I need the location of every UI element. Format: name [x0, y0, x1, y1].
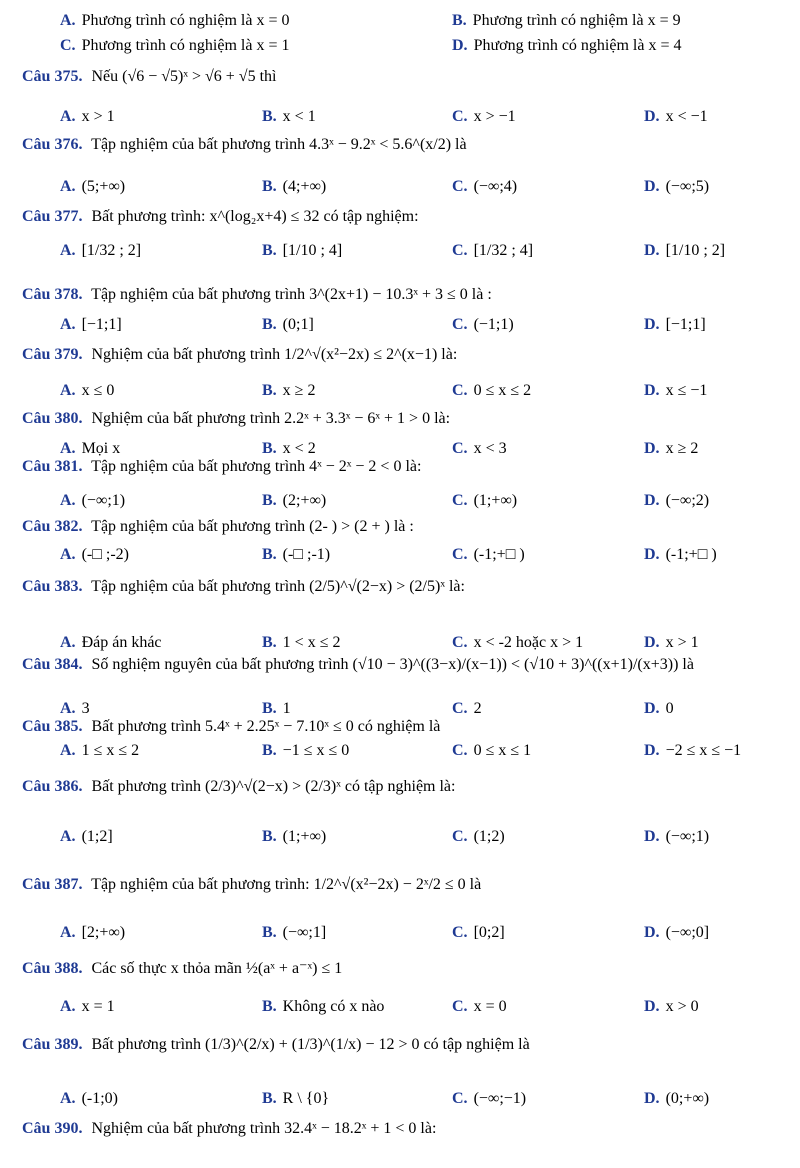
option-a — [60, 316, 122, 334]
option-letter: C. — [452, 1090, 468, 1107]
option-text: [1/10 ; 2] — [665, 242, 726, 259]
option-text: (−∞;1) — [81, 492, 126, 509]
option-letter: C. — [452, 742, 468, 759]
option-b — [262, 382, 315, 400]
question-stem — [22, 656, 800, 674]
question-label: Câu 384. — [22, 656, 83, 673]
question-text: Bất phương trình: x^(log₂x+4) ≤ 32 có tập nghiệm: — [87, 208, 419, 225]
question-stem — [22, 68, 800, 86]
option-text: (0;+∞) — [665, 1090, 710, 1107]
option-a — [60, 242, 141, 260]
option-letter: A. — [60, 998, 76, 1015]
option-c — [452, 242, 533, 260]
option-letter: D. — [644, 700, 660, 717]
option-a — [60, 108, 115, 126]
option-letter: B. — [262, 382, 277, 399]
option-letter: D. — [644, 634, 660, 651]
question-stem — [22, 778, 800, 796]
question-stem — [22, 410, 800, 428]
option-a — [60, 700, 90, 718]
option-letter: D. — [644, 382, 660, 399]
option-c — [452, 178, 517, 196]
option-letter: C. — [452, 382, 468, 399]
option-text: (1;2] — [81, 828, 113, 845]
option-text: x > 0 — [665, 998, 699, 1015]
option-letter: B. — [262, 1090, 277, 1107]
option-text: (1;+∞) — [473, 492, 518, 509]
option-b — [262, 316, 314, 334]
option-letter: C. — [452, 546, 468, 563]
question-label: Câu 378. — [22, 286, 83, 303]
option-c — [452, 546, 525, 564]
option-c — [452, 382, 531, 400]
option-b — [262, 742, 349, 760]
option-letter: D. — [644, 492, 660, 509]
option-text: (−∞;1] — [282, 924, 327, 941]
option-letter: A. — [60, 492, 76, 509]
option-text: x ≥ 2 — [282, 382, 316, 399]
option-a — [60, 440, 120, 458]
option-letter: A. — [60, 1090, 76, 1107]
option-text: −2 ≤ x ≤ −1 — [665, 742, 742, 759]
option-letter: D. — [644, 108, 660, 125]
option-text: Không có x nào — [282, 998, 385, 1015]
question-label: Câu 380. — [22, 410, 83, 427]
option-text: (−∞;−1) — [473, 1090, 527, 1107]
option-d — [644, 1090, 709, 1108]
question-text: Tập nghiệm của bất phương trình 4.3ˣ − 9.2ˣ < 5.6^(x/2) là — [87, 136, 467, 153]
option-text: Đáp án khác — [81, 634, 162, 651]
option-a — [60, 492, 125, 510]
option-letter: C. — [452, 492, 468, 509]
option-c — [452, 742, 531, 760]
option-text: [1/32 ; 4] — [473, 242, 534, 259]
option-text: [2;+∞) — [81, 924, 126, 941]
question-stem — [22, 876, 800, 894]
option-d — [644, 242, 725, 260]
option-b — [262, 546, 330, 564]
option-a — [60, 1090, 118, 1108]
question-text: Tập nghiệm của bất phương trình: 1/2^√(x²−2x) − 2ˣ/2 ≤ 0 là — [87, 876, 482, 893]
option-text: x = 0 — [473, 998, 507, 1015]
option-text: (−1;1) — [473, 316, 514, 333]
question-label: Câu 390. — [22, 1120, 83, 1137]
option-letter: D. — [644, 924, 660, 941]
option-letter: B. — [262, 440, 277, 457]
question-label: Câu 375. — [22, 68, 83, 85]
option-letter: C. — [452, 700, 468, 717]
option-c — [452, 998, 507, 1016]
option-text: (2;+∞) — [282, 492, 327, 509]
option-letter: D. — [644, 316, 660, 333]
option-letter: D. — [644, 1090, 660, 1107]
option-letter: C. — [452, 440, 468, 457]
question-text: Nghiệm của bất phương trình 2.2ˣ + 3.3ˣ − 6ˣ + 1 > 0 là: — [87, 410, 451, 427]
option-letter: A. — [60, 108, 76, 125]
question-text: Bất phương trình 5.4ˣ + 2.25ˣ − 7.10ˣ ≤ 0 có nghiệm là — [87, 718, 441, 735]
option-letter: A. — [60, 546, 76, 563]
question-stem — [22, 286, 800, 304]
question-stem — [22, 1120, 800, 1138]
option-text: (1;2) — [473, 828, 505, 845]
option-letter: D. — [644, 828, 660, 845]
option-letter: A. — [60, 634, 76, 651]
question-label: Câu 389. — [22, 1036, 83, 1053]
question-stem — [22, 458, 800, 476]
option-b — [262, 1090, 329, 1108]
option-a — [60, 924, 125, 942]
question-text: Tập nghiệm của bất phương trình (2- ) > (2 + ) là : — [87, 518, 414, 535]
option-d — [644, 546, 717, 564]
question-text: Tập nghiệm của bất phương trình 4ˣ − 2ˣ − 2 < 0 là: — [87, 458, 422, 475]
option-d — [644, 108, 708, 126]
option-text: [1/32 ; 2] — [81, 242, 142, 259]
option-text: −1 ≤ x ≤ 0 — [282, 742, 350, 759]
option-d — [644, 998, 699, 1016]
option-text: x ≥ 2 — [665, 440, 699, 457]
option-letter: B. — [262, 178, 277, 195]
option-letter: D. — [644, 546, 660, 563]
option-letter: C. — [452, 316, 468, 333]
option-c — [452, 440, 507, 458]
option-letter: D. — [644, 440, 660, 457]
option-text: (-1;+□ ) — [665, 546, 717, 563]
option-letter: B. — [262, 828, 277, 845]
option-a: A. Phương trình có nghiệm là x = 0 — [60, 12, 290, 29]
option-letter: B. — [262, 316, 277, 333]
question-stem — [22, 578, 800, 596]
option-text: x > 1 — [81, 108, 115, 125]
option-d — [644, 634, 699, 652]
option-text: [0;2] — [473, 924, 505, 941]
option-b — [262, 998, 384, 1016]
question-label: Câu 376. — [22, 136, 83, 153]
option-letter: A. — [60, 316, 76, 333]
option-letter: A. — [60, 178, 76, 195]
option-letter: B. — [262, 742, 277, 759]
option-letter: C. — [452, 242, 468, 259]
option-text: [1/10 ; 4] — [282, 242, 343, 259]
option-text: (−∞;4) — [473, 178, 518, 195]
option-text: [−1;1] — [665, 316, 706, 333]
question-stem — [22, 136, 800, 154]
option-text: x < 3 — [473, 440, 507, 457]
option-d — [644, 178, 709, 196]
option-letter: C. — [452, 178, 468, 195]
option-d: D. Phương trình có nghiệm là x = 4 — [452, 37, 682, 54]
option-letter: A. — [60, 440, 76, 457]
option-letter: B. — [262, 242, 277, 259]
option-text: (0;1] — [282, 316, 314, 333]
option-c — [452, 634, 583, 652]
option-text: (-1;+□ ) — [473, 546, 525, 563]
option-text: (5;+∞) — [81, 178, 126, 195]
option-text: 1 < x ≤ 2 — [282, 634, 341, 651]
option-a — [60, 998, 115, 1016]
option-b — [262, 242, 342, 260]
question-label: Câu 383. — [22, 578, 83, 595]
option-b — [262, 700, 291, 718]
option-text: x < −1 — [665, 108, 708, 125]
option-text: x ≤ 0 — [81, 382, 115, 399]
option-letter: A. — [60, 828, 76, 845]
option-d — [644, 742, 741, 760]
option-a — [60, 178, 125, 196]
option-text: x < 2 — [282, 440, 316, 457]
question-stem — [22, 208, 800, 226]
option-letter: D. — [644, 998, 660, 1015]
option-text: (4;+∞) — [282, 178, 327, 195]
option-letter: A. — [60, 700, 76, 717]
question-text: Bất phương trình (1/3)^(2/x) + (1/3)^(1/x) − 12 > 0 có tập nghiệm là — [87, 1036, 530, 1053]
question-label: Câu 377. — [22, 208, 83, 225]
option-text: 1 — [282, 700, 291, 717]
option-text: (−∞;5) — [665, 178, 710, 195]
option-text: (1;+∞) — [282, 828, 327, 845]
option-letter: A. — [60, 924, 76, 941]
option-text: (-1;0) — [81, 1090, 118, 1107]
option-d — [644, 700, 674, 718]
option-a — [60, 742, 139, 760]
option-b — [262, 108, 316, 126]
question-text: Nghiệm của bất phương trình 1/2^√(x²−2x) ≤ 2^(x−1) là: — [87, 346, 458, 363]
option-text: x ≤ −1 — [665, 382, 708, 399]
option-letter: B. — [262, 998, 277, 1015]
question-text: Bất phương trình (2/3)^√(2−x) > (2/3)ˣ có tập nghiệm là: — [87, 778, 456, 795]
option-text: x = 1 — [81, 998, 115, 1015]
option-text: [−1;1] — [81, 316, 122, 333]
question-text: Tập nghiệm của bất phương trình 3^(2x+1) − 10.3ˣ + 3 ≤ 0 là : — [87, 286, 492, 303]
option-letter: A. — [60, 382, 76, 399]
option-text: 3 — [81, 700, 90, 717]
option-text: (-□ ;-1) — [282, 546, 331, 563]
option-c — [452, 700, 482, 718]
option-c — [452, 828, 505, 846]
option-letter: B. — [262, 108, 277, 125]
option-text: x > −1 — [473, 108, 516, 125]
option-c — [452, 492, 517, 510]
option-c — [452, 1090, 526, 1108]
option-letter: D. — [644, 242, 660, 259]
option-text: x < 1 — [282, 108, 316, 125]
question-text: Các số thực x thỏa mãn ½(aˣ + a⁻ˣ) ≤ 1 — [87, 960, 343, 977]
option-letter: B. — [262, 492, 277, 509]
question-label: Câu 385. — [22, 718, 83, 735]
option-b — [262, 440, 316, 458]
option-text: (-□ ;-2) — [81, 546, 129, 563]
option-text: 0 ≤ x ≤ 2 — [473, 382, 532, 399]
option-b — [262, 634, 340, 652]
option-letter: C. — [452, 998, 468, 1015]
option-text: (−∞;2) — [665, 492, 710, 509]
option-c — [452, 924, 505, 942]
question-label: Câu 382. — [22, 518, 83, 535]
option-d — [644, 492, 709, 510]
option-text: (−∞;1) — [665, 828, 710, 845]
option-letter: C. — [452, 828, 468, 845]
question-label: Câu 386. — [22, 778, 83, 795]
option-b — [262, 178, 326, 196]
option-a — [60, 382, 114, 400]
option-a — [60, 634, 162, 652]
option-text: 1 ≤ x ≤ 2 — [81, 742, 140, 759]
option-d — [644, 924, 709, 942]
option-d — [644, 382, 707, 400]
question-label: Câu 388. — [22, 960, 83, 977]
question-stem — [22, 346, 800, 364]
option-text: x < -2 hoặc x > 1 — [473, 634, 584, 651]
option-d — [644, 316, 706, 334]
option-b — [262, 924, 326, 942]
option-d — [644, 828, 709, 846]
option-c: C. Phương trình có nghiệm là x = 1 — [60, 37, 290, 54]
option-letter: B. — [262, 700, 277, 717]
option-b — [262, 492, 326, 510]
option-letter: A. — [60, 242, 76, 259]
option-text: Mọi x — [81, 440, 121, 457]
option-letter: D. — [644, 178, 660, 195]
option-letter: B. — [262, 546, 277, 563]
question-text: Số nghiệm nguyên của bất phương trình (√10 − 3)^((3−x)/(x−1)) < (√10 + 3)^((x+1)/(x+3)) là — [87, 656, 694, 673]
option-c — [452, 316, 514, 334]
option-letter: C. — [452, 634, 468, 651]
question-stem — [22, 958, 800, 978]
option-a — [60, 828, 113, 846]
question-label: Câu 379. — [22, 346, 83, 363]
question-stem — [22, 718, 800, 736]
option-text: (−∞;0] — [665, 924, 710, 941]
option-letter: C. — [452, 108, 468, 125]
question-text: Nghiệm của bất phương trình 32.4ˣ − 18.2ˣ + 1 < 0 là: — [87, 1120, 437, 1137]
option-b: B. Phương trình có nghiệm là x = 9 — [452, 12, 681, 29]
option-text: 0 ≤ x ≤ 1 — [473, 742, 532, 759]
option-text: x > 1 — [665, 634, 699, 651]
option-letter: B. — [262, 924, 277, 941]
option-a — [60, 546, 129, 564]
question-text: Nếu (√6 − √5)ˣ > √6 + √5 thì — [87, 68, 277, 85]
option-d — [644, 440, 698, 458]
option-b — [262, 828, 326, 846]
question-stem — [22, 1036, 800, 1054]
option-text: 0 — [665, 700, 674, 717]
question-label: Câu 381. — [22, 458, 83, 475]
option-c — [452, 108, 516, 126]
option-letter: A. — [60, 742, 76, 759]
option-text: 2 — [473, 700, 482, 717]
question-stem — [22, 518, 800, 536]
question-label: Câu 387. — [22, 876, 83, 893]
question-text: Tập nghiệm của bất phương trình (2/5)^√(2−x) > (2/5)ˣ là: — [87, 578, 465, 595]
option-letter: B. — [262, 634, 277, 651]
option-text: R \ {0} — [282, 1090, 330, 1107]
option-letter: D. — [644, 742, 660, 759]
option-letter: C. — [452, 924, 468, 941]
